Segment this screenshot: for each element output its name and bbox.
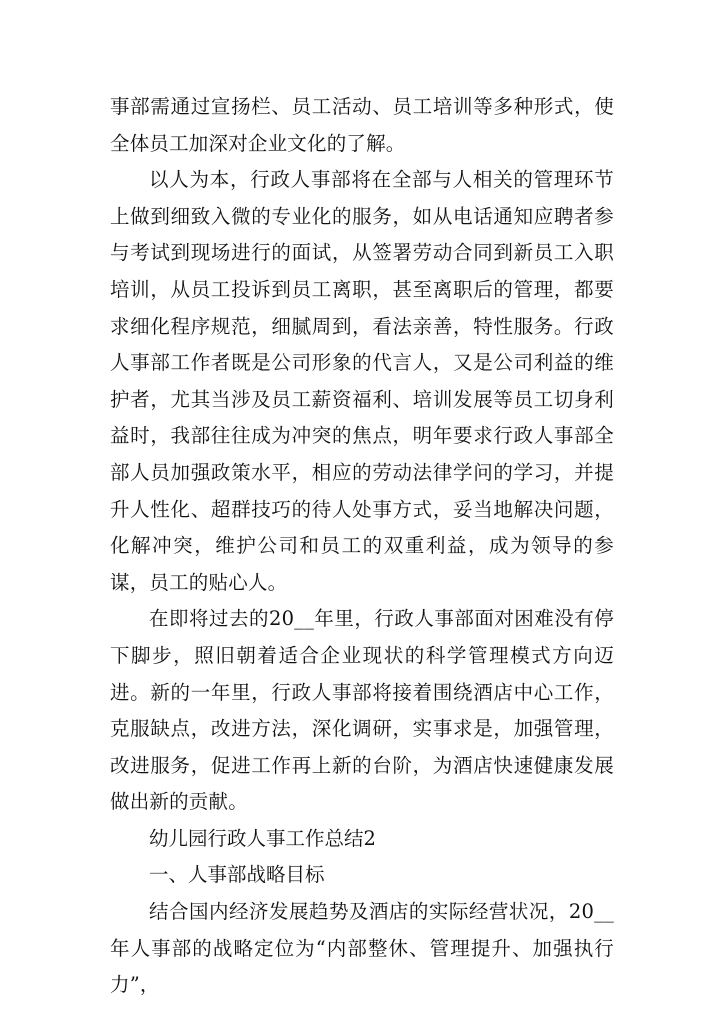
document-title: 幼儿园行政人事工作总结2 [149,826,376,850]
paragraph-culture-continuation: 事部需通过宣扬栏、员工活动、员工培训等多种形式，使全体员工加深对企业文化的了解。 [110,95,614,155]
section-heading: 一、人事部战略目标 [149,863,325,887]
paragraph-people-oriented: 以人为本，行政人事部将在全部与人相关的管理环节上做到细致入微的专业化的服务，如从电话通知应聘者参与考试到现场进行的面试，从签署劳动合同到新员工入职培训，从员工投诉到员工离职，甚至离职后的管理，都要求细化程序规范，细腻周到，看法亲善，特性服务。行政人事部工作者既是公司形象的代言人，又是公司利益的维护者，尤其当涉及员工薪资福利、培训发展等员工切身利益时，我部往往成为冲突的焦点，明年要求行政人事部全部人员加强政策水平，相应的劳动法律学问的学习，并提升人性化、超群技巧的待人处事方式，妥当地解决问题，化解冲突，维护公司和员工的双重利益，成为领导的参谋，员工的贴心人。 [110,168,614,594]
paragraph-year-summary: 在即将过去的20__年里，行政人事部面对困难没有停下脚步，照旧朝着适合企业现状的科学管理模式方向迈进。新的一年里，行政人事部将接着围绕酒店中心工作，克服缺点，改进方法，深化调研，实事求是，加强管理，改进服务，促进工作再上新的台阶，为酒店快速健康发展做出新的贡献。 [110,607,614,814]
document-body [110,89,614,1004]
paragraph-strategy: 结合国内经济发展趋势及酒店的实际经营状况，20__年人事部的战略定位为“内部整休、管理提升、加强执行力”， [110,900,614,997]
